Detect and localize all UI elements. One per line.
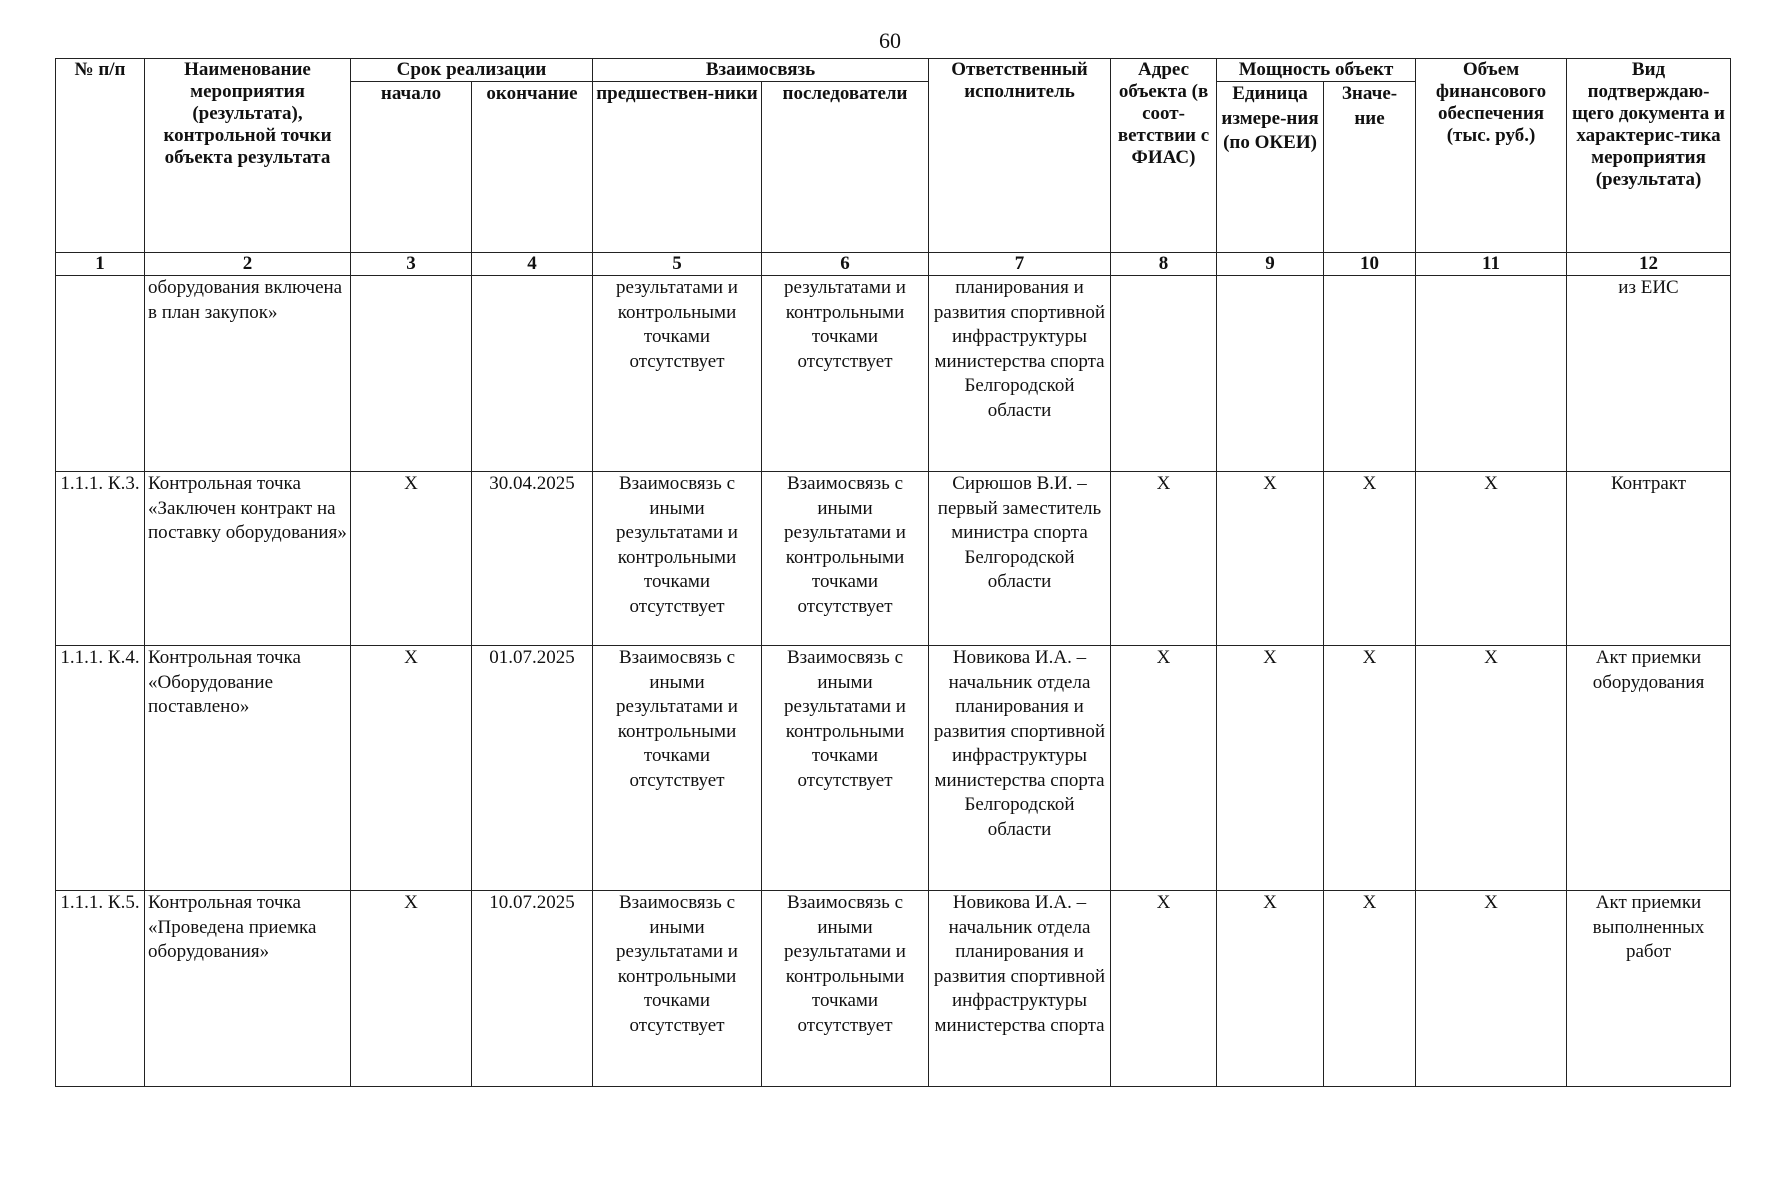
header-predecessors: предшествен-ники <box>593 82 762 253</box>
column-number: 4 <box>472 253 593 276</box>
row-doc-type: из ЕИС <box>1567 276 1731 472</box>
header-doc-type: Вид подтверждаю-щего документа и характерис-тика мероприятия (результата) <box>1567 59 1731 253</box>
row-start: X <box>351 472 472 646</box>
row-responsible: Новикова И.А. – начальник отдела планирования и развития спортивной инфраструктуры министерства спорта <box>929 891 1111 1087</box>
page-number: 60 <box>879 28 901 53</box>
column-number: 8 <box>1111 253 1217 276</box>
row-predecessors: результатами и контрольными точками отсутствует <box>593 276 762 472</box>
row-value <box>1324 276 1416 472</box>
row-start <box>351 276 472 472</box>
row-responsible: планирования и развития спортивной инфраструктуры министерства спорта Белгородской области <box>929 276 1111 472</box>
row-name: оборудования включена в план закупок» <box>145 276 351 472</box>
header-link: Взаимосвязь <box>593 59 929 82</box>
header-start: начало <box>351 82 472 253</box>
row-unit: X <box>1217 472 1324 646</box>
header-capacity: Мощность объект <box>1217 59 1416 82</box>
header-address: Адрес объекта (в соот-ветствии с ФИАС) <box>1111 59 1217 253</box>
row-number: 1.1.1. К.4. <box>56 646 145 891</box>
column-number: 2 <box>145 253 351 276</box>
row-start: X <box>351 646 472 891</box>
row-predecessors: Взаимосвязь с иными результатами и контрольными точками отсутствует <box>593 646 762 891</box>
header-successors: последователи <box>762 82 929 253</box>
column-numbers-row <box>56 253 1731 276</box>
row-doc-type: Контракт <box>1567 472 1731 646</box>
column-number: 12 <box>1567 253 1731 276</box>
row-value: X <box>1324 646 1416 891</box>
row-address <box>1111 276 1217 472</box>
row-number: 1.1.1. К.3. <box>56 472 145 646</box>
header-end: окончание <box>472 82 593 253</box>
column-number: 7 <box>929 253 1111 276</box>
table-row <box>56 646 1731 891</box>
row-end: 10.07.2025 <box>472 891 593 1087</box>
row-predecessors: Взаимосвязь с иными результатами и контрольными точками отсутствует <box>593 891 762 1087</box>
row-name: Контрольная точка «Оборудование поставлено» <box>145 646 351 891</box>
row-name: Контрольная точка «Проведена приемка оборудования» <box>145 891 351 1087</box>
row-unit: X <box>1217 646 1324 891</box>
row-value: X <box>1324 472 1416 646</box>
row-end: 01.07.2025 <box>472 646 593 891</box>
column-number: 10 <box>1324 253 1416 276</box>
row-doc-type: Акт приемки оборудования <box>1567 646 1731 891</box>
row-funding: X <box>1416 472 1567 646</box>
table-row <box>56 472 1731 646</box>
row-doc-type: Акт приемки выполненных работ <box>1567 891 1731 1087</box>
row-address: X <box>1111 472 1217 646</box>
row-predecessors: Взаимосвязь с иными результатами и контрольными точками отсутствует <box>593 472 762 646</box>
header-value: Значе-ние <box>1324 82 1416 253</box>
row-successors: Взаимосвязь с иными результатами и контрольными точками отсутствует <box>762 891 929 1087</box>
row-unit <box>1217 276 1324 472</box>
row-responsible: Сирюшов В.И. – первый заместитель министра спорта Белгородской области <box>929 472 1111 646</box>
row-funding <box>1416 276 1567 472</box>
column-number: 5 <box>593 253 762 276</box>
measures-table <box>55 58 1731 1087</box>
row-funding: X <box>1416 891 1567 1087</box>
column-number: 3 <box>351 253 472 276</box>
column-number: 11 <box>1416 253 1567 276</box>
row-funding: X <box>1416 646 1567 891</box>
header-funding: Объем финансового обеспечения (тыс. руб.) <box>1416 59 1567 253</box>
row-address: X <box>1111 646 1217 891</box>
row-successors: результатами и контрольными точками отсутствует <box>762 276 929 472</box>
header-number: № п/п <box>56 59 145 253</box>
column-number: 9 <box>1217 253 1324 276</box>
row-address: X <box>1111 891 1217 1087</box>
table-row <box>56 891 1731 1087</box>
row-successors: Взаимосвязь с иными результатами и контрольными точками отсутствует <box>762 472 929 646</box>
row-number <box>56 276 145 472</box>
header-name: Наименование мероприятия (результата), контрольной точки объекта результата <box>145 59 351 253</box>
row-number: 1.1.1. К.5. <box>56 891 145 1087</box>
row-end <box>472 276 593 472</box>
row-successors: Взаимосвязь с иными результатами и контрольными точками отсутствует <box>762 646 929 891</box>
row-start: X <box>351 891 472 1087</box>
header-period: Срок реализации <box>351 59 593 82</box>
row-unit: X <box>1217 891 1324 1087</box>
row-responsible: Новикова И.А. – начальник отдела планирования и развития спортивной инфраструктуры министерства спорта Белгородской области <box>929 646 1111 891</box>
row-value: X <box>1324 891 1416 1087</box>
table-row <box>56 276 1731 472</box>
row-end: 30.04.2025 <box>472 472 593 646</box>
column-number: 1 <box>56 253 145 276</box>
column-number: 6 <box>762 253 929 276</box>
row-name: Контрольная точка «Заключен контракт на поставку оборудования» <box>145 472 351 646</box>
header-responsible: Ответственный исполнитель <box>929 59 1111 253</box>
header-unit: Единица измере-ния (по ОКЕИ) <box>1217 82 1324 253</box>
